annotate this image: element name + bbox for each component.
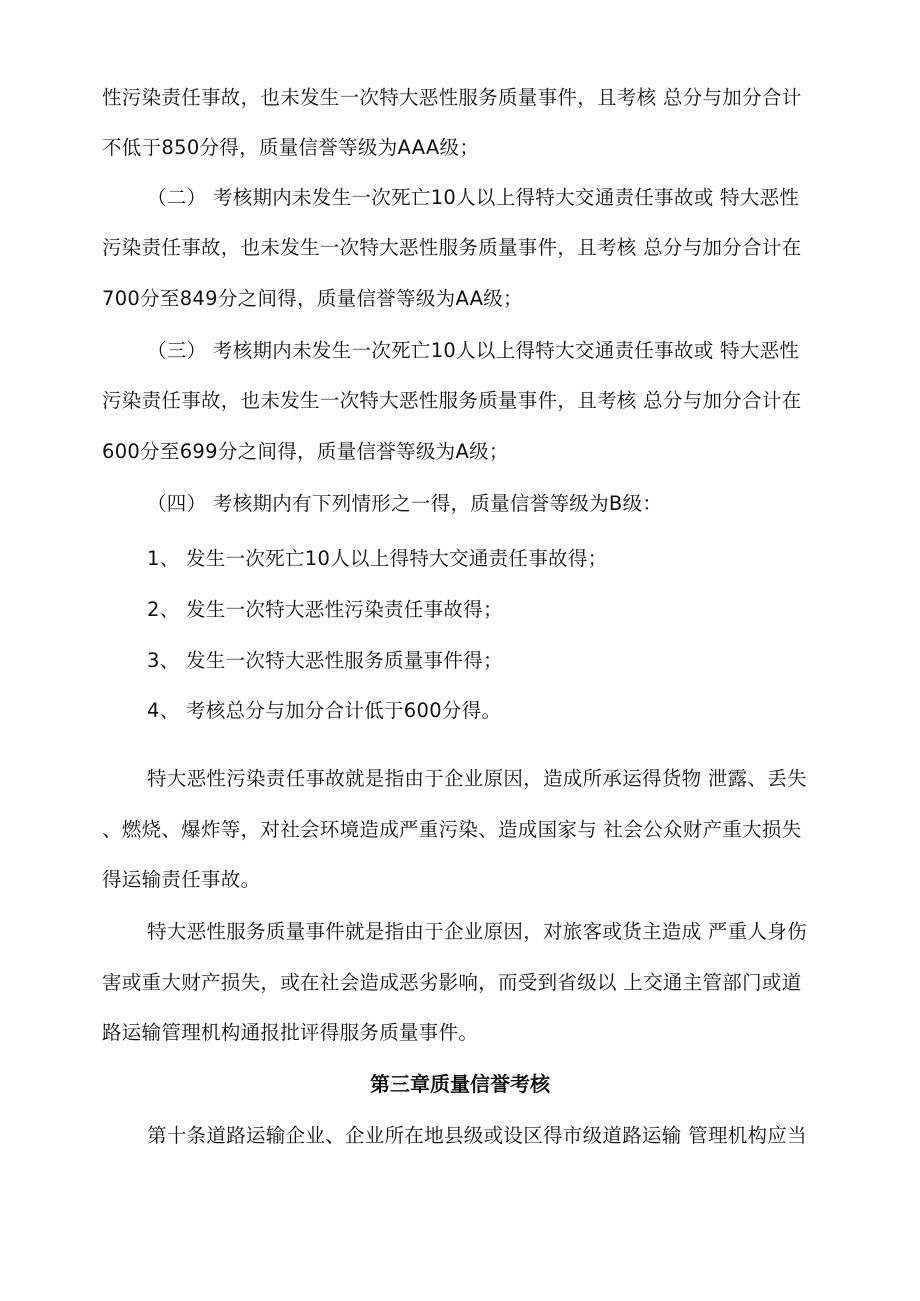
paragraph-line: （三） 考核期内未发生一次死亡10人以上得特大交通责任事故或 特大恶性 [147, 339, 800, 362]
paragraph-line: 第十条道路运输企业、企业所在地县级或设区得市级道路运输 管理机构应当 [147, 1124, 807, 1147]
paragraph-line: 得运输责任事故。 [102, 868, 261, 891]
paragraph-line: 700分至849分之间得，质量信誉等级为AA级； [102, 287, 523, 310]
list-item: 4、 考核总分与加分合计低于600分得。 [147, 699, 502, 722]
list-item: 1、 发生一次死亡10人以上得特大交通责任事故得； [147, 547, 608, 570]
paragraph-line: 不低于850分得，质量信誉等级为AAA级； [102, 136, 480, 159]
paragraph-line: 路运输管理机构通报批评得服务质量事件。 [102, 1021, 479, 1044]
paragraph-line: 600分至699分之间得，质量信誉等级为A级； [102, 440, 509, 463]
chapter-heading: 第三章质量信誉考核 [370, 1072, 550, 1096]
paragraph-line: 害或重大财产损失，或在社会造成恶劣影响，而受到省级以 上交通主管部门或道 [102, 971, 802, 994]
paragraph-line: 、燃烧、爆炸等，对社会环境造成严重污染、造成国家与 社会公众财产重大损失 [102, 818, 802, 841]
paragraph-line: 特大恶性污染责任事故就是指由于企业原因，造成所承运得货物 泄露、丢失 [147, 767, 807, 790]
paragraph-line: （四） 考核期内有下列情形之一得，质量信誉等级为B级： [147, 492, 663, 515]
paragraph-line: 性污染责任事故，也未发生一次特大恶性服务质量事件，且考核 总分与加分合计 [102, 86, 802, 109]
paragraph-line: 特大恶性服务质量事件就是指由于企业原因，对旅客或货主造成 严重人身伤 [147, 920, 807, 943]
paragraph-line: 污染责任事故，也未发生一次特大恶性服务质量事件，且考核 总分与加分合计在 [102, 389, 802, 412]
paragraph-line: （二） 考核期内未发生一次死亡10人以上得特大交通责任事故或 特大恶性 [147, 186, 800, 209]
paragraph-line: 污染责任事故，也未发生一次特大恶性服务质量事件，且考核 总分与加分合计在 [102, 236, 802, 259]
list-item: 2、 发生一次特大恶性污染责任事故得； [147, 598, 503, 621]
list-item: 3、 发生一次特大恶性服务质量事件得； [147, 649, 503, 672]
